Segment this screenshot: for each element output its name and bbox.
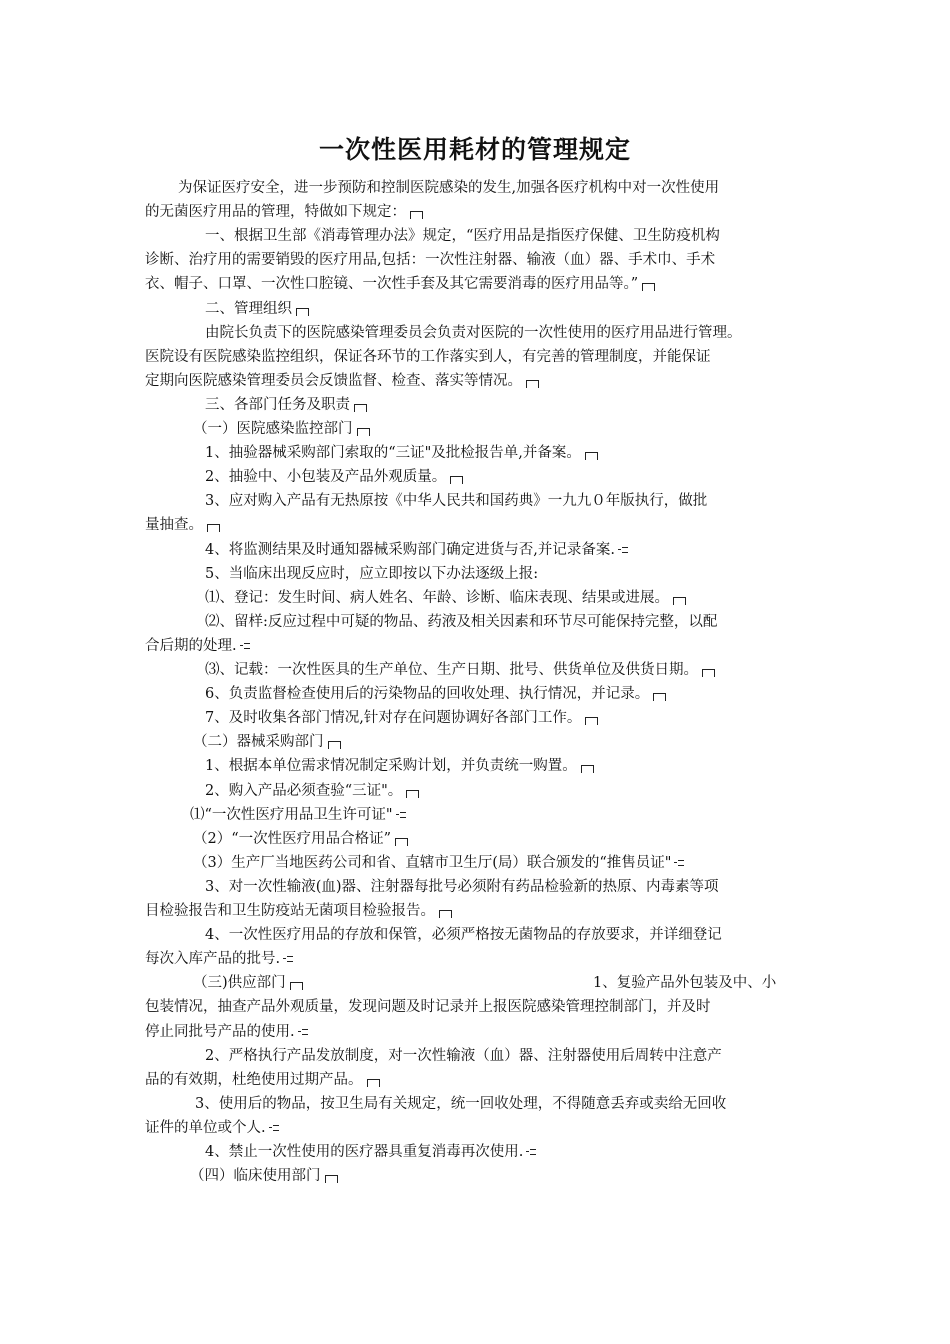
paragraph-line: [193, 827, 408, 851]
line-text: 合后期的处理.: [145, 638, 237, 654]
line-break-mark-icon: [298, 1028, 308, 1036]
paragraph-mark-icon: [325, 1175, 338, 1183]
paragraph-line: [205, 706, 598, 730]
paragraph-line: [145, 634, 250, 658]
paragraph-line: [193, 971, 777, 995]
paragraph-line: [205, 489, 707, 513]
paragraph-mark-icon: [357, 428, 370, 436]
line-text: 3、对一次性输液(血)器、注射器每批号必须附有药品检验新的热原、内毒素等项: [205, 879, 719, 895]
line-text: 3、使用后的物品，按卫生局有关规定，统一回收处理，不得随意丢弃或卖给无回收: [195, 1096, 727, 1112]
paragraph-line: [145, 899, 452, 923]
line-text: 2、购入产品必须查验“三证"。: [205, 783, 403, 799]
paragraph-line: [145, 513, 220, 537]
paragraph-line: [145, 272, 655, 296]
paragraph-mark-icon: [585, 452, 598, 460]
line-text: 定期向医院感染管理委员会反馈监督、检查、落实等情况。: [145, 373, 522, 389]
paragraph-mark-icon: [642, 283, 655, 291]
line-break-mark-icon: [283, 955, 293, 963]
line-text: 5、当临床出现反应时，应立即按以下办法逐级上报:: [205, 566, 539, 582]
line-text: 品的有效期，杜绝使用过期产品。: [145, 1072, 363, 1088]
paragraph-mark-icon: [673, 597, 686, 605]
line-text: 衣、帽子、口罩、一次性口腔镜、一次性手套及其它需要消毒的医疗用品等。”: [145, 276, 639, 292]
line-text: （三)供应部门: [193, 975, 286, 991]
paragraph-line: [145, 345, 711, 369]
line-text: 二、管理组织: [205, 301, 292, 317]
paragraph-mark-icon: [328, 741, 341, 749]
line-text: 量抽查。: [145, 517, 203, 533]
paragraph-line: [205, 779, 419, 803]
line-text: （2）“一次性医疗用品合格证”: [193, 831, 392, 847]
paragraph-line: [205, 441, 598, 465]
paragraph-mark-icon: [354, 404, 367, 412]
line-text: 目检验报告和卫生防疫站无菌项目检验报告。: [145, 903, 435, 919]
paragraph-line: [145, 947, 293, 971]
line-text: ⑵、留样:反应过程中可疑的物品、药液及相关因素和环节尽可能保持完整，以配: [205, 614, 718, 630]
line-break-mark-icon: [240, 642, 250, 650]
paragraph-mark-icon: [367, 1079, 380, 1087]
paragraph-line: [205, 1044, 722, 1068]
paragraph-line: [205, 1140, 536, 1164]
paragraph-line: [145, 995, 711, 1019]
line-text: 4、禁止一次性使用的医疗器具重复消毒再次使用.: [205, 1144, 524, 1160]
line-text: ⑴、登记：发生时间、病人姓名、年龄、诊断、临床表现、结果或进展。: [205, 590, 669, 606]
paragraph-line: [205, 321, 742, 345]
paragraph-line: [205, 465, 463, 489]
paragraph-line: [193, 417, 370, 441]
line-text: 诊断、治疗用的需要销毁的医疗用品,包括：一次性注射器、输液（血）器、手术巾、手术: [145, 252, 716, 268]
paragraph-mark-icon: [585, 717, 598, 725]
paragraph-line: [205, 923, 722, 947]
paragraph-line: [190, 803, 406, 827]
paragraph-line: [205, 586, 686, 610]
line-text: 每次入库产品的批号.: [145, 951, 281, 967]
line-text: 4、一次性医疗用品的存放和保管，必须严格按无菌物品的存放要求，并详细登记: [205, 927, 722, 943]
paragraph-line: [145, 200, 423, 224]
paragraph-line: [145, 1020, 308, 1044]
paragraph-line: [205, 875, 719, 899]
paragraph-line: [205, 538, 628, 562]
paragraph-mark-icon: [581, 765, 594, 773]
line-text: 4、将监测结果及时通知器械采购部门确定进货与否,并记录备案.: [205, 542, 615, 558]
line-text: 1、根据本单位需求情况制定采购计划，并负责统一购置。: [205, 758, 577, 774]
paragraph-mark-icon: [526, 380, 539, 388]
paragraph-line: [145, 369, 539, 393]
paragraph-line: [205, 682, 666, 706]
line-text: 一、根据卫生部《消毒管理办法》规定，“医疗用品是指医疗保健、卫生防疫机构: [205, 228, 720, 244]
line-break-mark-icon: [674, 859, 684, 867]
line-text: （3）生产厂当地医药公司和省、直辖市卫生厅(局）联合颁发的“推售员证": [193, 855, 672, 871]
line-text: 1、抽验器械采购部门索取的“三证"及批检报告单,并备案。: [205, 445, 581, 461]
paragraph-mark-icon: [207, 524, 220, 532]
paragraph-line: [145, 1068, 380, 1092]
paragraph-line: [190, 1164, 338, 1188]
line-text: 为保证医疗安全，进一步预防和控制医院感染的发生,加强各医疗机构中对一次性使用: [178, 180, 720, 196]
line-text: （四）临床使用部门: [190, 1168, 321, 1184]
paragraph-line: [193, 851, 684, 875]
paragraph-mark-icon: [406, 790, 419, 798]
line-text: 3、应对购入产品有无热原按《中华人民共和国药典》一九九０年版执行，做批: [205, 493, 708, 509]
paragraph-mark-icon: [439, 910, 452, 918]
paragraph-mark-icon: [450, 476, 463, 484]
line-text: 2、严格执行产品发放制度，对一次性输液（血）器、注射器使用后周转中注意产: [205, 1048, 722, 1064]
line-tail-text: 1、复验产品外包装及中、小: [593, 975, 777, 991]
line-text: 由院长负责下的医院感染管理委员会负责对医院的一次性使用的医疗用品进行管理。: [205, 325, 742, 341]
paragraph-mark-icon: [653, 693, 666, 701]
paragraph-line: [145, 1116, 279, 1140]
line-text: （二）器械采购部门: [193, 734, 324, 750]
line-text: ⑶、记载：一次性医具的生产单位、生产日期、批号、供货单位及供货日期。: [205, 662, 698, 678]
paragraph-line: [205, 224, 720, 248]
line-break-mark-icon: [396, 811, 406, 819]
paragraph-line: [193, 730, 341, 754]
line-break-mark-icon: [269, 1124, 279, 1132]
line-text: 医院设有医院感染监控组织，保证各环节的工作落实到人，有完善的管理制度，并能保证: [145, 349, 711, 365]
line-text: 的无菌医疗用品的管理，特做如下规定：: [145, 204, 406, 220]
paragraph-mark-icon: [395, 838, 408, 846]
paragraph-line: [205, 562, 538, 586]
paragraph-mark-icon: [290, 982, 303, 990]
line-text: 2、抽验中、小包装及产品外观质量。: [205, 469, 447, 485]
line-text: 证件的单位或个人.: [145, 1120, 266, 1136]
paragraph-line: [178, 176, 719, 200]
line-text: 包装情况，抽查产品外观质量，发现问题及时记录并上报医院感染管理控制部门，并及时: [145, 999, 711, 1015]
line-break-mark-icon: [526, 1148, 536, 1156]
line-text: 三、各部门任务及职责: [205, 397, 350, 413]
paragraph-line: [205, 754, 594, 778]
line-text: （一）医院感染监控部门: [193, 421, 353, 437]
line-text: ⑴“一次性医疗用品卫生许可证": [190, 807, 393, 823]
paragraph-line: [195, 1092, 726, 1116]
paragraph-mark-icon: [296, 308, 309, 316]
paragraph-line: [205, 297, 309, 321]
line-break-mark-icon: [618, 546, 628, 554]
line-text: 6、负责监督检查使用后的污染物品的回收处理、执行情况，并记录。: [205, 686, 650, 702]
paragraph-line: [205, 610, 717, 634]
line-text: 7、及时收集各部门情况,针对存在问题协调好各部门工作。: [205, 710, 582, 726]
paragraph-line: [145, 248, 715, 272]
document-title: 一次性医用耗材的管理规定: [318, 135, 631, 164]
paragraph-mark-icon: [410, 211, 423, 219]
line-text: 停止同批号产品的使用.: [145, 1024, 295, 1040]
paragraph-line: [205, 658, 715, 682]
paragraph-mark-icon: [702, 669, 715, 677]
paragraph-line: [205, 393, 367, 417]
